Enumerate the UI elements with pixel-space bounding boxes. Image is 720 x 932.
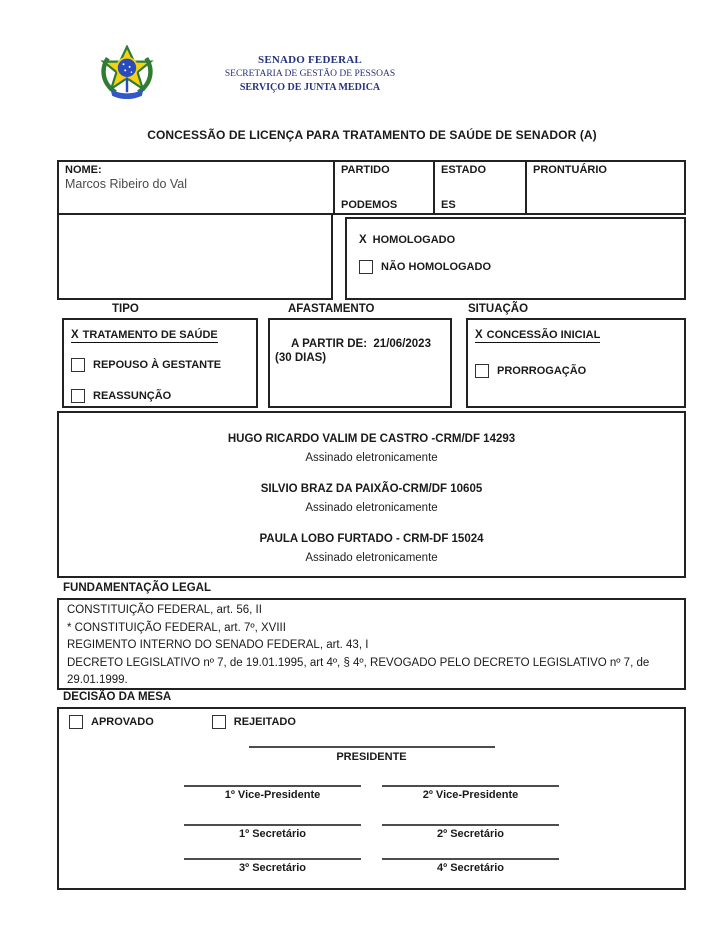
official-label: 1º Secretário xyxy=(239,828,306,840)
rejeitado-label: REJEITADO xyxy=(233,716,296,728)
doctor-name: SILVIO BRAZ DA PAIXÃO-CRM/DF 10605 xyxy=(260,483,483,495)
decisao-options xyxy=(59,715,684,729)
official-label: 3º Secretário xyxy=(239,862,306,874)
presidente-label: PRESIDENTE xyxy=(336,751,407,763)
prorrogacao-option xyxy=(475,364,677,378)
situacao-x-mark: X xyxy=(475,329,483,341)
signature-line xyxy=(249,746,495,748)
medical-signature xyxy=(59,530,684,568)
signature-line xyxy=(184,785,361,787)
aprovado-label: APROVADO xyxy=(91,716,154,728)
nome-value: Marcos Ribeiro do Val xyxy=(65,177,188,191)
estado-label: ESTADO xyxy=(441,164,487,176)
tipo-box xyxy=(62,318,258,408)
estado-value: ES xyxy=(441,199,456,211)
official-label: 4º Secretário xyxy=(437,862,504,874)
prontuario-cell xyxy=(525,162,684,213)
official-signature-slot xyxy=(382,858,559,874)
tipo-selected-option xyxy=(71,329,218,343)
official-signature-slot xyxy=(184,785,361,801)
homologado-option xyxy=(359,232,684,248)
signature-note: Assinado eletronicamente xyxy=(305,502,438,514)
rejeitado-option xyxy=(212,715,296,729)
homologado-label: HOMOLOGADO xyxy=(372,234,456,246)
signature-note: Assinado eletronicamente xyxy=(305,452,438,464)
prorrogacao-checkbox xyxy=(475,364,489,378)
decisao-section-label: DECISÃO DA MESA xyxy=(63,691,172,703)
official-signature-slot xyxy=(382,824,559,840)
homologacao-box xyxy=(345,217,686,300)
signature-line xyxy=(382,858,559,860)
tipo-section-label: TIPO xyxy=(112,303,139,315)
official-label: 1º Vice-Presidente xyxy=(224,789,321,801)
official-signature-slot xyxy=(382,785,559,801)
identification-table xyxy=(57,160,686,215)
afastamento-duration: (30 DIAS) xyxy=(275,352,327,364)
secretaries-row-1 xyxy=(59,824,684,840)
signature-line xyxy=(382,824,559,826)
partido-label: PARTIDO xyxy=(341,164,390,176)
nao-homologado-option xyxy=(359,259,684,275)
repouso-gestante-label: REPOUSO À GESTANTE xyxy=(93,359,222,371)
signature-line xyxy=(184,824,361,826)
document-title: CONCESSÃO DE LICENÇA PARA TRATAMENTO DE SAÚDE DE SENADOR (A) xyxy=(147,128,597,142)
aprovado-option xyxy=(69,715,154,729)
fundamentacao-box xyxy=(57,598,686,690)
nao-homologado-label: NÃO HOMOLOGADO xyxy=(381,261,491,273)
partido-cell xyxy=(333,162,433,213)
signature-note: Assinado eletronicamente xyxy=(305,552,438,564)
prontuario-label: PRONTUÁRIO xyxy=(533,164,607,176)
doctor-name: HUGO RICARDO VALIM DE CASTRO -CRM/DF 14293 xyxy=(227,433,516,445)
situacao-section-label: SITUAÇÃO xyxy=(468,303,529,315)
reassuncao-label: REASSUNÇÃO xyxy=(93,390,172,402)
official-signature-slot xyxy=(184,824,361,840)
repouso-gestante-option xyxy=(71,358,249,372)
nao-homologado-checkbox xyxy=(359,260,373,274)
coat-of-arms-icon xyxy=(99,45,155,101)
legal-reference: REGIMENTO INTERNO DO SENADO FEDERAL, art. 43, I xyxy=(67,639,369,651)
legal-reference: DECRETO LEGISLATIVO nº 7, de 19.01.1995, art 4º, § 4º, REVOGADO PELO DECRETO LEGISLATIVO nº 7, de 29.01.1999. xyxy=(67,656,650,686)
medical-signature xyxy=(59,480,684,518)
aprovado-checkbox xyxy=(69,715,83,729)
letterhead xyxy=(210,54,410,94)
estado-cell xyxy=(433,162,525,213)
nome-label: NOME: xyxy=(65,164,102,176)
afastamento-box xyxy=(268,318,452,408)
signature-line xyxy=(184,858,361,860)
doctor-name: PAULA LOBO FURTADO - CRM-DF 15024 xyxy=(259,533,484,545)
decisao-box xyxy=(57,707,686,890)
situacao-box xyxy=(466,318,686,408)
tipo-x-mark: X xyxy=(71,329,79,341)
brazil-coat-of-arms-logo xyxy=(99,45,155,101)
official-label: 2º Vice-Presidente xyxy=(422,789,519,801)
reassuncao-checkbox xyxy=(71,389,85,403)
presidente-signature-slot xyxy=(249,746,495,763)
medical-signatures-box xyxy=(57,411,686,578)
org-service: SERVIÇO DE JUNTA MEDICA xyxy=(239,82,381,93)
afastamento-section-label: AFASTAMENTO xyxy=(288,303,375,315)
official-label: 2º Secretário xyxy=(437,828,504,840)
tipo-selected-label: TRATAMENTO DE SAÚDE xyxy=(82,329,218,341)
nome-cell xyxy=(59,162,333,213)
fundamentacao-section-label: FUNDAMENTAÇÃO LEGAL xyxy=(63,582,211,594)
partido-value: PODEMOS xyxy=(341,199,398,211)
repouso-gestante-checkbox xyxy=(71,358,85,372)
medical-signature xyxy=(59,430,684,468)
rejeitado-checkbox xyxy=(212,715,226,729)
secretaries-row-2 xyxy=(59,858,684,874)
signature-line xyxy=(382,785,559,787)
legal-reference: * CONSTITUIÇÃO FEDERAL, art. 7º, XVIII xyxy=(67,621,286,634)
vice-presidents-row xyxy=(59,785,684,801)
official-signature-slot xyxy=(184,858,361,874)
empty-cell xyxy=(57,214,333,300)
legal-reference: CONSTITUIÇÃO FEDERAL, art. 56, II xyxy=(67,604,262,616)
org-name: SENADO FEDERAL xyxy=(258,54,362,66)
situacao-selected-option xyxy=(475,329,600,343)
homologado-x-mark: X xyxy=(359,234,367,246)
prorrogacao-label: PRORROGAÇÃO xyxy=(497,365,587,377)
situacao-selected-label: CONCESSÃO INICIAL xyxy=(486,329,601,341)
afastamento-start-date: A PARTIR DE: 21/06/2023 xyxy=(291,338,431,350)
reassuncao-option xyxy=(71,389,249,403)
org-secretariat: SECRETARIA DE GESTÃO DE PESSOAS xyxy=(224,69,396,79)
